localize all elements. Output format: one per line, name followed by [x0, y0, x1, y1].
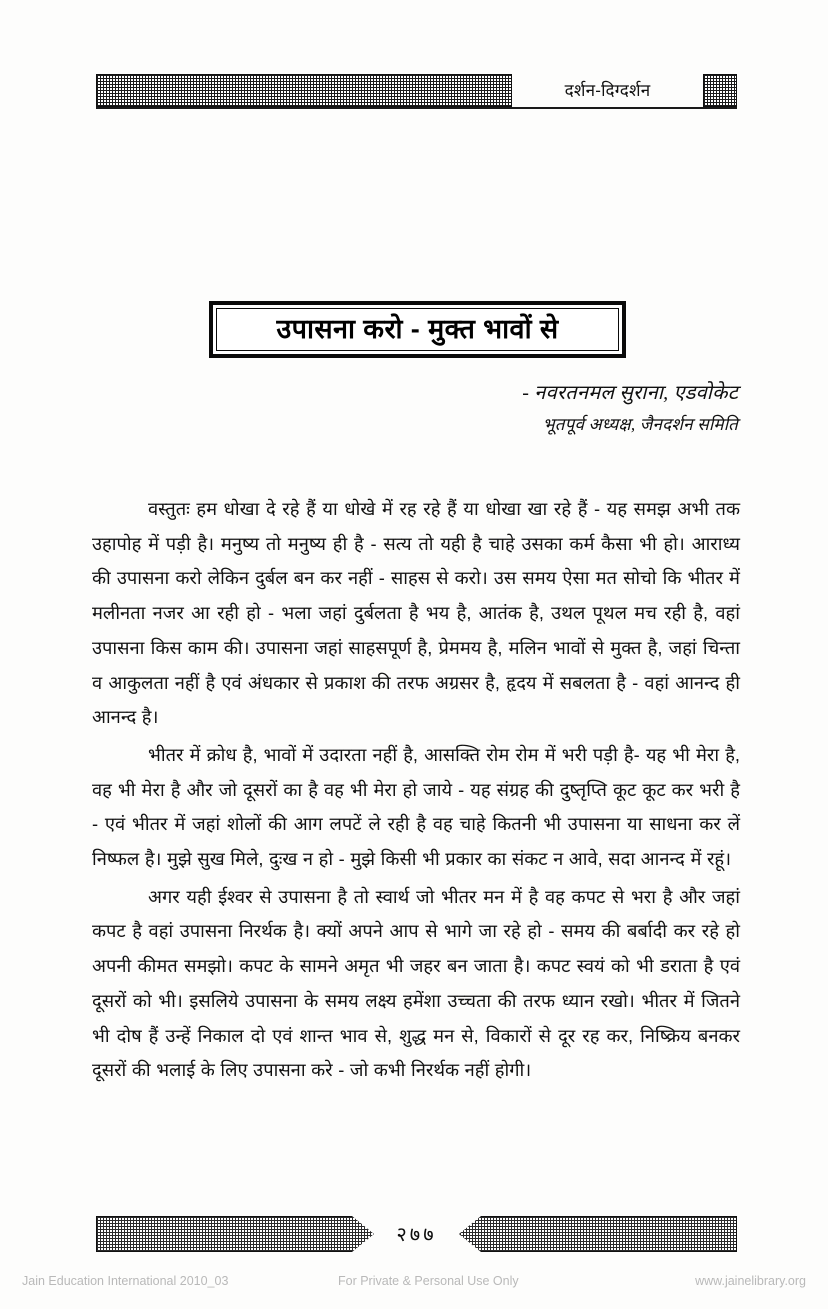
credit-organization: Jain Education International 2010_03: [22, 1274, 229, 1288]
footer-ornament-bar-right: [459, 1216, 737, 1252]
article-body: [92, 492, 740, 1091]
byline-role: भूतपूर्व अध्यक्ष, जैनदर्शन समिति: [542, 415, 738, 434]
footer-ornament-bar-left: [96, 1216, 374, 1252]
page-footer: [96, 1216, 737, 1252]
byline-author: - नवरतनमल सुराना, एडवोकेट: [522, 382, 738, 404]
body-paragraph: अगर यही ईश्वर से उपासना है तो स्वार्थ जो भीतर मन में है वह कपट से भरा है और जहां कपट है वहां उपासना निरर्थक है। क्यों अपने आप से भागे जा रहे हो - समय की बर्बादी कर रहे हो अपनी कीमत समझो। कपट के सामने अमृत भी जहर बन जाता है। कपट स्वयं को भी डराता है एवं दूसरों को भी। इसलिये उपासना के समय लक्ष्य हमेंशा उच्चता की तरफ ध्यान रखो। भीतर में जितने भी दोष हैं उन्हें निकाल दो एवं शान्त भाव से, शुद्ध मन से, विकारों से दूर रह कर, निष्क्रिय बनकर दूसरों की भलाई के लिए उपासना करे - जो कभी निरर्थक नहीं होगी।: [92, 885, 740, 1081]
byline: [318, 378, 738, 435]
running-title: दर्शन-दिग्दर्शन: [564, 80, 651, 100]
article-title: उपासना करो - मुक्त भावों से: [276, 314, 559, 344]
scan-credits: [0, 1274, 828, 1298]
body-paragraph: भीतर में क्रोध है, भावों में उदारता नहीं है, आसक्ति रोम रोम में भरी पड़ी है- यह भी मेरा है, वह भी मेरा है और जो दूसरों का है वह भी मेरा हो जाये - यह संग्रह की दुष्तृप्ति कूट कूट कर भरी है - एवं भीतर में जहां शोलों की आग लपटें ले रही है वह चाहे कितनी भी उपासना या साधना कर लें निष्फल है। मुझे सुख मिले, दुःख न हो - मुझे किसी भी प्रकार का संकट न आवे, सदा आनन्द में रहूं।: [92, 743, 740, 870]
page-header: [96, 74, 737, 107]
header-rule: [96, 107, 737, 109]
credit-usage-notice: For Private & Personal Use Only: [338, 1274, 519, 1288]
header-ornament-bar-right: [703, 74, 737, 107]
credit-website: www.jainelibrary.org: [695, 1274, 806, 1288]
page-number: २७७: [396, 1223, 437, 1246]
body-paragraph: वस्तुतः हम धोखा दे रहे हैं या धोखे में रह रहे हैं या धोखा खा रहे हैं - यह समझ अभी तक उहापोह में पड़ी है। मनुष्य तो मनुष्य ही है - सत्य तो यही है चाहे उसका कर्म कैसा भी हो। आराध्य की उपासना करो लेकिन दुर्बल बन कर नहीं - साहस से करो। उस समय ऐसा मत सोचो कि भीतर में मलीनता नजर आ रही हो - भला जहां दुर्बलता है भय है, आतंक है, उथल पूथल मच रही है, वहां उपासना किस काम की। उपासना जहां साहसपूर्ण है, प्रेममय है, मलिन भावों से मुक्त है, जहां चिन्ता व आकुलता नहीं है एवं अंधकार से प्रकाश की तरफ अग्रसर है, हृदय में सबलता है - वहां आनन्द ही आनन्द है।: [92, 498, 740, 728]
header-title-zone: [512, 74, 703, 107]
header-ornament-bar-left: [96, 74, 512, 107]
article-title-box: [209, 301, 626, 358]
article-title-inner-frame: [216, 308, 619, 351]
